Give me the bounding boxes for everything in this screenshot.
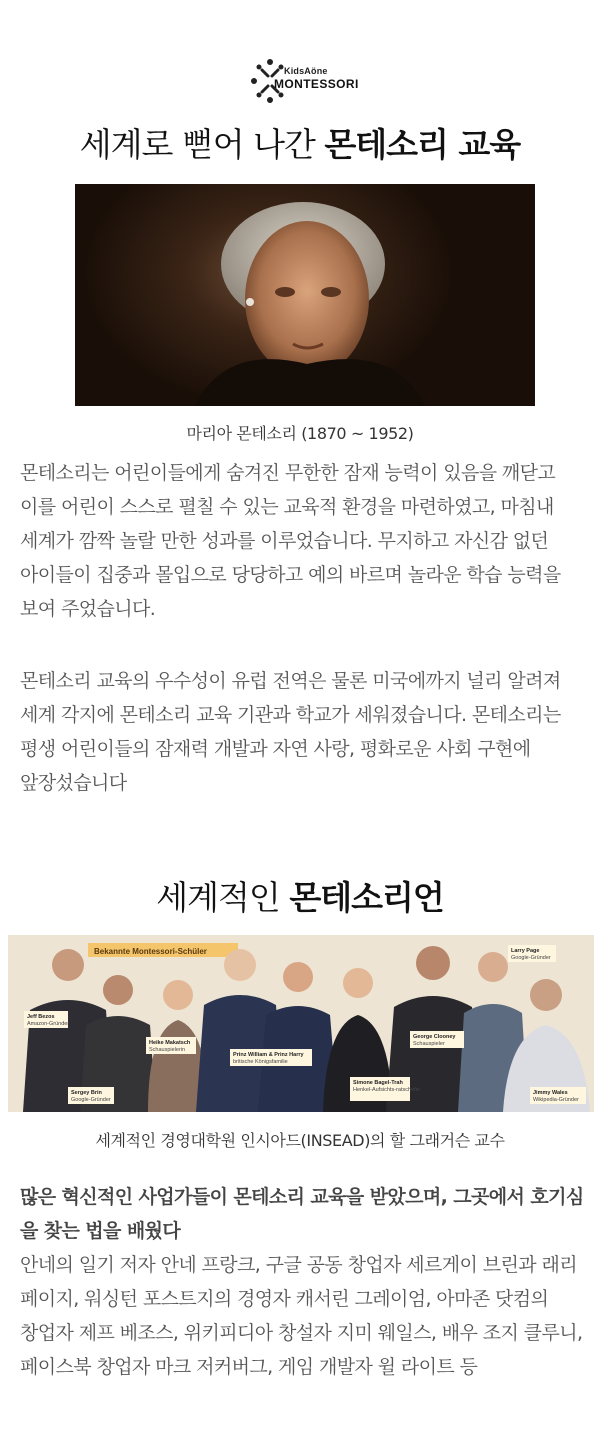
famous-montessorians-photo [8, 935, 594, 1112]
section-title-montessori-education [0, 123, 600, 167]
title-light-part: 세계적인 [156, 878, 290, 917]
label-jimmy-wales-name: Jimmy Wales [533, 1090, 568, 1096]
title-light-part: 세계로 뻗어 나간 [79, 125, 325, 164]
label-sergey-brin-name: Sergey Brin [71, 1090, 102, 1096]
label-larry-page-role: Google-Gründer [511, 955, 551, 961]
label-george-clooney-name: George Clooney [413, 1034, 456, 1040]
label-heike-makatsch-name: Heike Makatsch [149, 1040, 191, 1046]
title-bold-part: 몬테소리 교육 [324, 125, 521, 164]
montessorians-list-paragraph: 안네의 일기 저자 안네 프랑크, 구글 공동 창업자 세르게이 브린과 래리 페이지, 워싱턴 포스트지의 경영자 캐서린 그레이엄, 아마존 닷컴의 창업자 제프 베조스, 위키피디아 창설자 지미 웨일스, 배우 조지 클루니, 페이스북 창업자 마크 저커버그, 게임 개발자 윌 라이트 등 [20, 1254, 583, 1378]
title-bold-part: 몬테소리언 [289, 878, 444, 917]
logo-brand-main: MONTESSORI [274, 77, 359, 91]
label-jeff-bezos-role: Amazon-Gründer [27, 1021, 70, 1027]
montessori-intro-paragraph: 몬테소리는 어린이들에게 숨겨진 무한한 잠재 능력이 있음을 깨닫고 이를 어린이 스스로 펼칠 수 있는 교육적 환경을 마련하였고, 마침내 세계가 깜짝 놀랄 만한 성과를 이루었습니다. 무지하고 자신감 없던 아이들이 집중과 몰입으로 당당하고 예의 바르며 놀라운 학습 능력을 보여 주었습니다. [20, 462, 561, 620]
label-larry-page-name: Larry Page [511, 948, 540, 954]
label-princes-role: britische Königsfamilie [233, 1059, 288, 1065]
lead-statement: 많은 혁신적인 사업가들이 몬테소리 교육을 받았으며, 그곳에서 호기심을 찾는 법을 배웠다 [20, 1186, 584, 1242]
maria-montessori-portrait [75, 184, 535, 406]
brand-logo [250, 56, 359, 106]
logo-brand-small: KidsAöne [284, 66, 328, 76]
label-simone-bagel-trah-name: Simone Bagel-Trah [353, 1080, 403, 1086]
label-sergey-brin-role: Google-Gründer [71, 1097, 111, 1103]
label-george-clooney-role: Schauspieler [413, 1041, 445, 1047]
portrait-caption: 마리아 몬테소리 (1870 ~ 1952) [186, 424, 414, 443]
section-title-montessorians [0, 876, 600, 920]
label-heike-makatsch-role: Schauspielerin [149, 1047, 186, 1053]
montessori-spread-paragraph: 몬테소리 교육의 우수성이 유럽 전역은 물론 미국에까지 널리 알려져 세계 각지에 몬테소리 교육 기관과 학교가 세워졌습니다. 몬테소리는 평생 어린이들의 잠재력 개발과 자연 사랑, 평화로운 사회 구현에 앞장섰습니다 [20, 670, 561, 794]
photo-banner: Bekannte Montessori-Schüler [94, 947, 207, 956]
photo-caption: 세계적인 경영대학원 인시아드(INSEAD)의 할 그래거슨 교수 [95, 1131, 505, 1150]
label-simone-bagel-trah-role: Henkel-Aufsichts-ratschefin [353, 1087, 420, 1093]
label-jimmy-wales-role: Wikipedia-Gründer [533, 1097, 579, 1103]
label-jeff-bezos-name: Jeff Bezos [27, 1014, 55, 1020]
label-princes-name: Prinz William & Prinz Harry [233, 1052, 304, 1058]
